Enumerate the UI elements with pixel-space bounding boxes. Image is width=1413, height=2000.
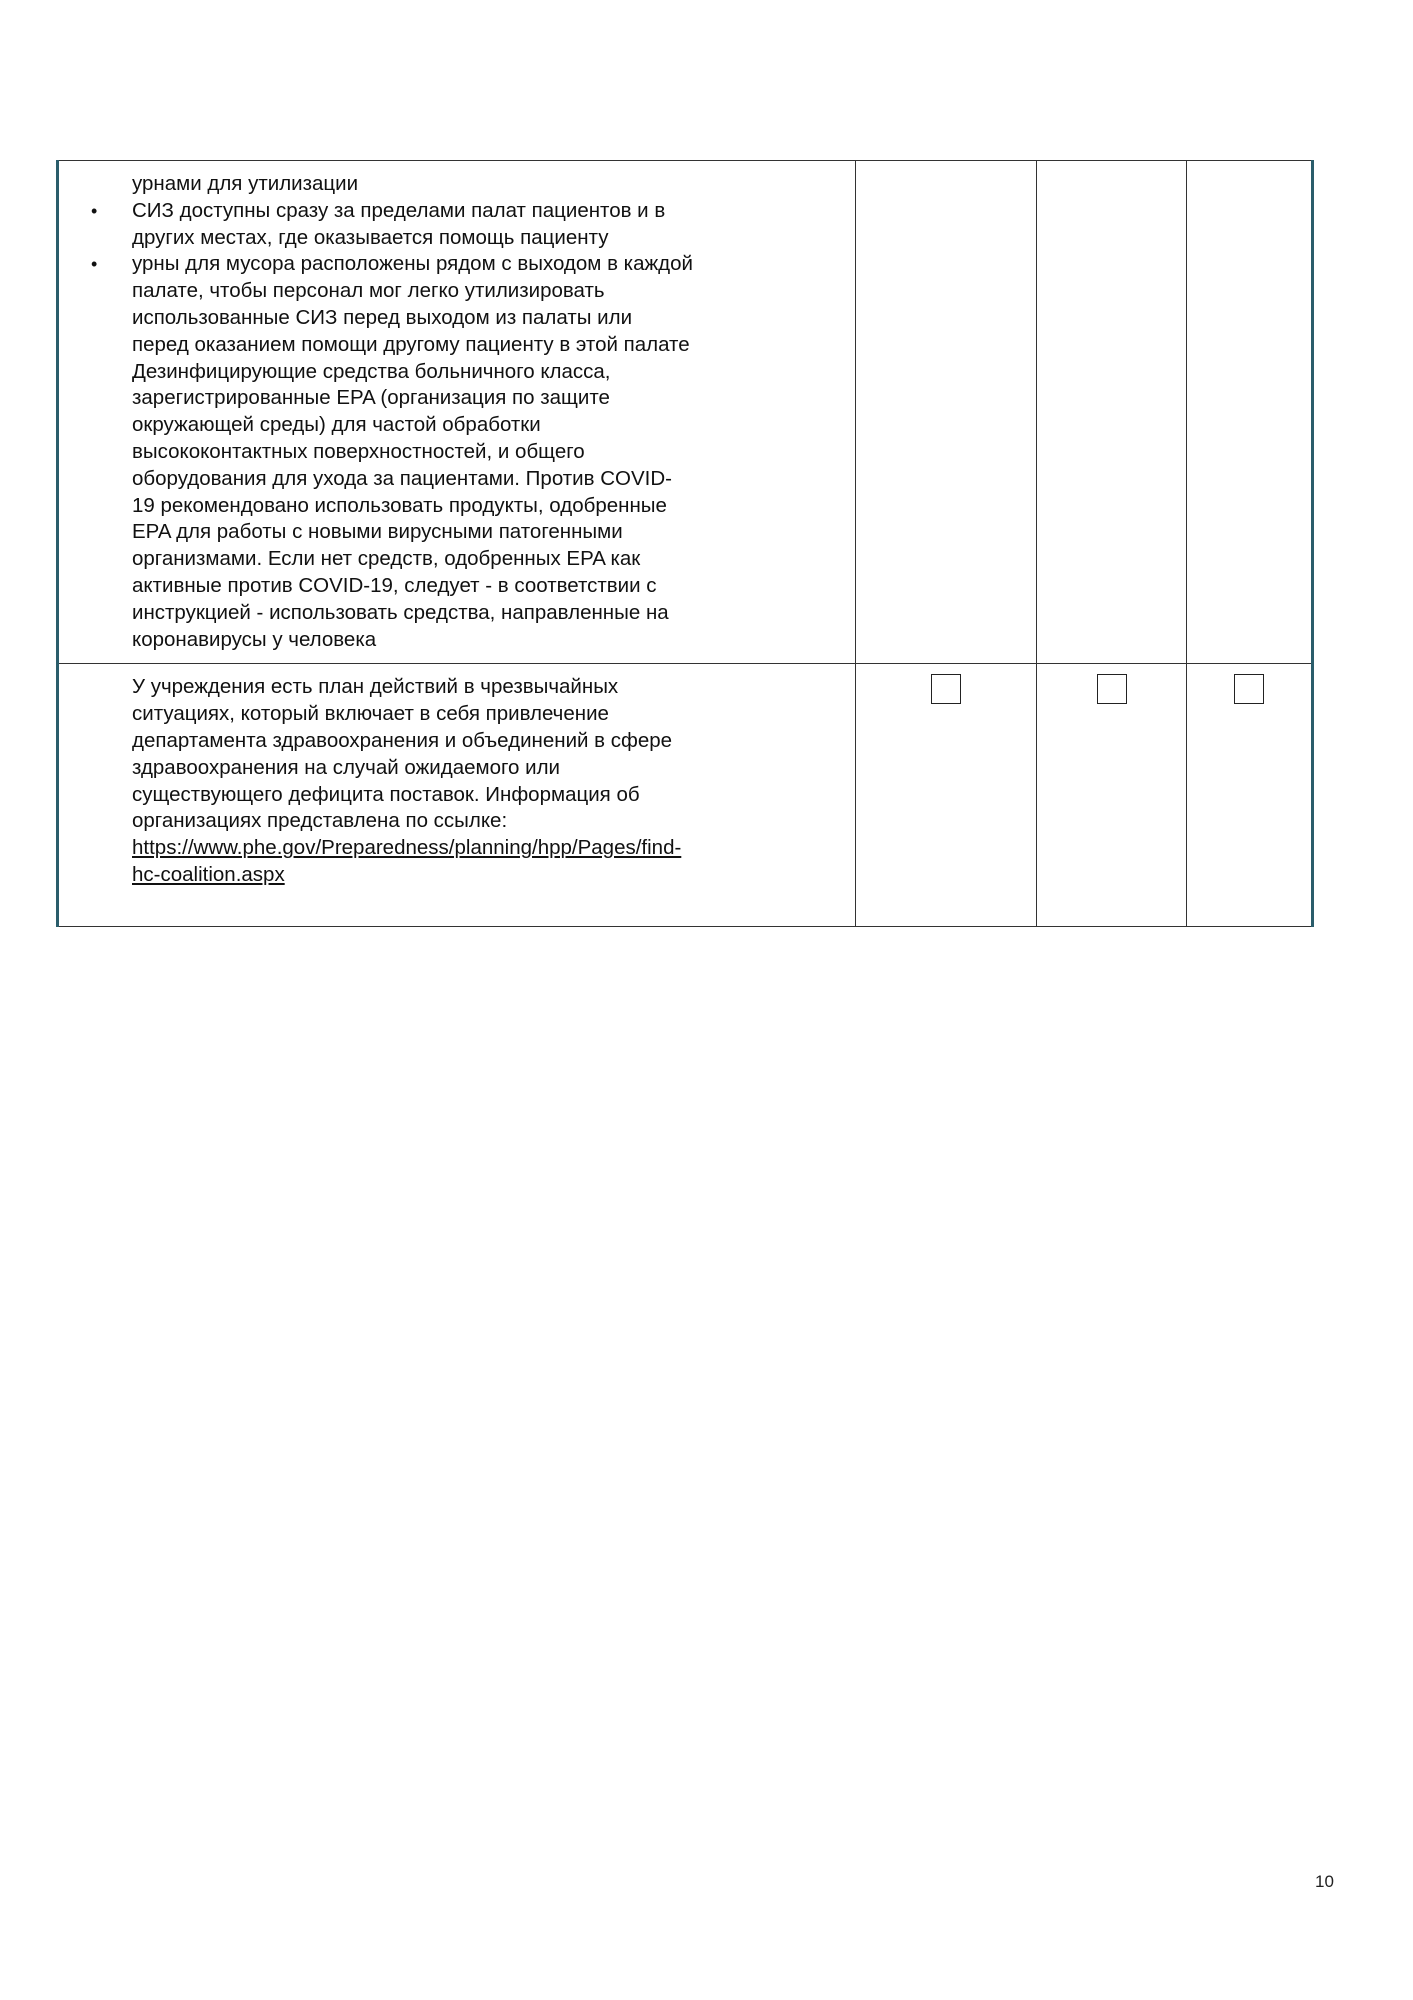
status-cell-a <box>856 161 1037 664</box>
text-line: EPA для работы с новыми вирусными патогенными <box>132 520 623 544</box>
status-cell-a <box>856 664 1037 927</box>
text-line: здравоохранения на случай ожидаемого или <box>132 755 560 779</box>
bullet-icon: • <box>91 200 98 221</box>
text-line: СИЗ доступны сразу за пределами палат пациентов и в <box>132 198 666 222</box>
status-cell-c <box>1187 161 1313 664</box>
text-line: зарегистрированные EPA (организация по защите <box>132 386 610 410</box>
bullet-item <box>91 198 815 225</box>
text-line: окружающей среды) для частой обработки <box>132 413 541 437</box>
text-line: высококонтактных поверхностностей, и общего <box>132 439 585 463</box>
bullet-icon: • <box>91 254 98 275</box>
text-line: активные против COVID-19, следует - в соответствии с <box>132 573 657 597</box>
checkbox-b[interactable] <box>1097 674 1127 704</box>
checkbox-wrap <box>856 664 1036 704</box>
text-line: оборудования для ухода за пациентами. Против COVID- <box>132 466 672 490</box>
text-line: существующего дефицита поставок. Информация об <box>132 782 640 806</box>
checkbox-a[interactable] <box>931 674 961 704</box>
requirement-cell <box>58 161 856 664</box>
text-line: ситуациях, который включает в себя привлечение <box>132 702 609 726</box>
coalition-link[interactable]: https://www.phe.gov/Preparedness/planning/hpp/Pages/find- <box>132 836 682 860</box>
requirement-text <box>59 664 855 898</box>
status-cell-b <box>1037 664 1187 927</box>
text-line: перед оказанием помощи другому пациенту в этой палате <box>132 332 690 356</box>
text-line: коронавирусы у человека <box>132 627 377 651</box>
requirement-cell <box>58 664 856 927</box>
text-line: урны для мусора расположены рядом с выходом в каждой <box>132 252 693 276</box>
status-cell-c <box>1187 664 1313 927</box>
text-line: других местах, где оказывается помощь пациенту <box>132 225 609 249</box>
text-line: инструкцией - использовать средства, направленные на <box>132 600 669 624</box>
text-line: урнами для утилизации <box>132 172 359 195</box>
text-line: палате, чтобы персонал мог легко утилизировать <box>132 279 605 303</box>
text-line: использованные СИЗ перед выходом из палаты или <box>132 305 633 329</box>
requirement-text <box>59 161 855 663</box>
text-line: организмами. Если нет средств, одобренных EPA как <box>132 547 641 571</box>
checkbox-wrap <box>1187 664 1311 704</box>
table-row <box>58 161 1313 664</box>
text-line: Дезинфицирующие средства больничного класса, <box>132 359 611 383</box>
text-line: департамента здравоохранения и объединений в сфере <box>132 728 673 752</box>
checkbox-c[interactable] <box>1234 674 1264 704</box>
coalition-link[interactable]: hc-coalition.aspx <box>132 862 285 886</box>
checkbox-wrap <box>1037 664 1186 704</box>
table-row <box>58 664 1313 927</box>
text-line: 19 рекомендовано использовать продукты, одобренные <box>132 493 667 517</box>
status-cell-b <box>1037 161 1187 664</box>
checklist-table <box>56 160 1314 927</box>
page-number: 10 <box>1315 1872 1334 1891</box>
text-line: организациях представлена по ссылке: <box>132 809 508 833</box>
bullet-item <box>91 251 815 278</box>
text-line: У учреждения есть план действий в чрезвычайных <box>132 675 619 699</box>
